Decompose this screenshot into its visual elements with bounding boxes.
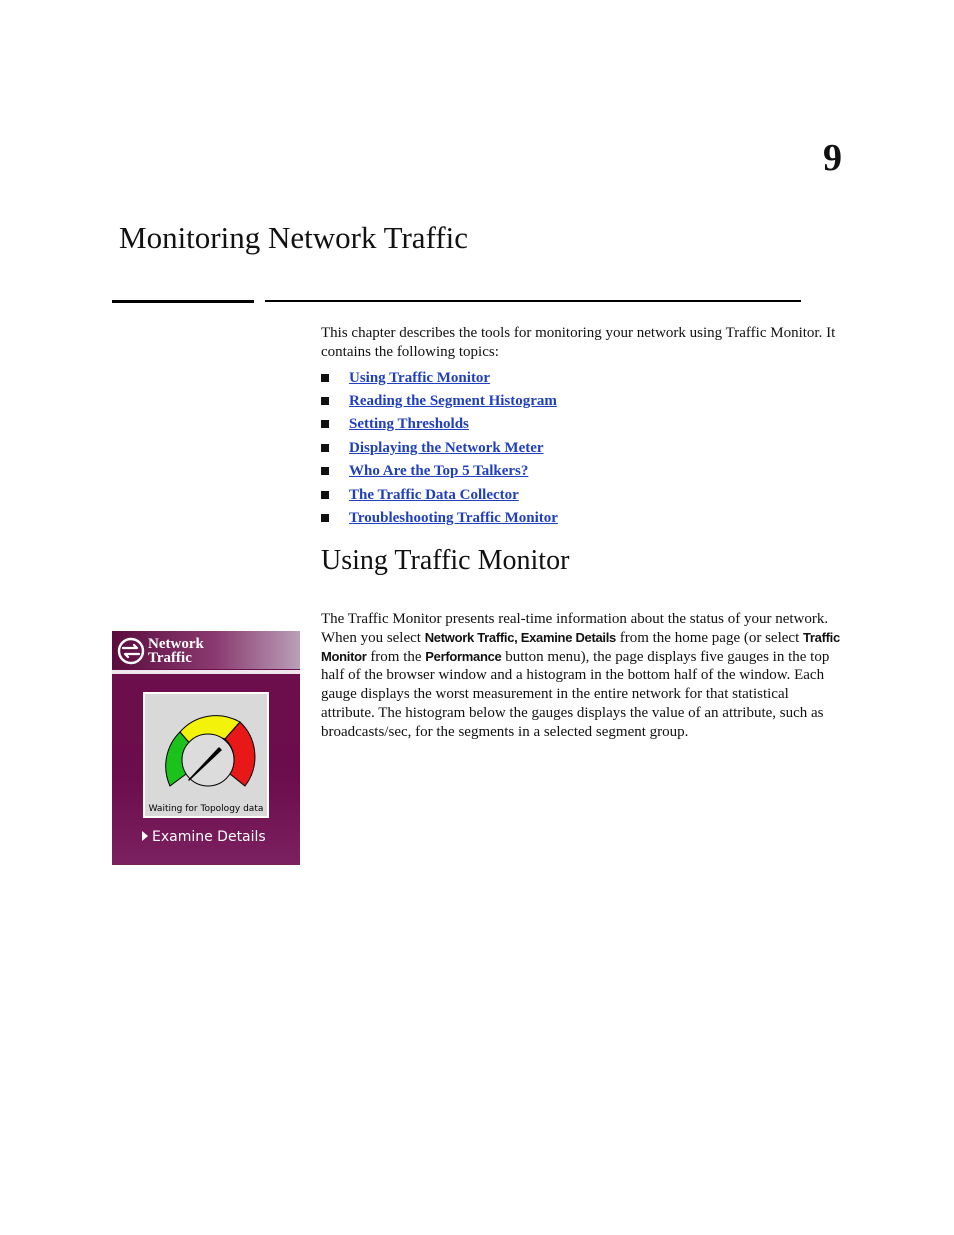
bullet-icon (321, 467, 329, 475)
topic-item (321, 366, 558, 389)
paragraph-text: button menu), the page displays five gauges in the top half of the browser window and a histogram in the bottom half of the window. Each gauge displays the worst measurement in the entire network for that statistical attribute. The histogram below the gauges displays the value of an attribute, such as broadcasts/sec, for the segments in a selected segment group. (321, 648, 830, 740)
topic-link-setting-thresholds[interactable]: Setting Thresholds (349, 416, 469, 433)
network-traffic-widget (112, 631, 300, 865)
topic-item (321, 483, 558, 506)
title-rule-right (265, 300, 801, 302)
network-traffic-logo-icon (117, 637, 145, 665)
widget-title-line2: Traffic (148, 650, 192, 666)
topic-link-top-5-talkers[interactable]: Who Are the Top 5 Talkers? (349, 463, 529, 480)
topic-item (321, 460, 558, 483)
gauge-dial (145, 694, 267, 816)
bullet-icon (321, 444, 329, 452)
paragraph-text: from the home page (or select (615, 629, 803, 646)
paragraph-text: The Traffic Monitor presents real-time information about the status of your network. When you select (321, 611, 829, 646)
bullet-icon (321, 420, 329, 428)
bullet-icon (321, 514, 329, 522)
bullet-icon (321, 491, 329, 499)
examine-details-link[interactable] (142, 829, 266, 845)
widget-title (148, 637, 204, 665)
topic-item (321, 436, 558, 459)
widget-title-line1: Network (148, 636, 204, 652)
examine-details-label: Examine Details (152, 829, 266, 845)
topic-item (321, 389, 558, 412)
topic-item (321, 413, 558, 436)
topic-link-segment-histogram[interactable]: Reading the Segment Histogram (349, 393, 557, 410)
topic-list (321, 366, 558, 530)
topic-link-using-traffic-monitor[interactable]: Using Traffic Monitor (349, 369, 491, 386)
section-paragraph (321, 610, 841, 742)
gauge-caption: Waiting for Topology data (148, 804, 264, 814)
widget-separator (112, 670, 300, 674)
ui-term-performance: Performance (425, 648, 502, 664)
topic-link-network-meter[interactable]: Displaying the Network Meter (349, 439, 544, 456)
title-rule-left (112, 300, 254, 303)
bullet-icon (321, 374, 329, 382)
gauge-panel[interactable] (143, 692, 269, 818)
arrow-right-icon (142, 831, 148, 841)
ui-term-network-traffic: Network Traffic, Examine Details (424, 629, 616, 645)
topic-link-traffic-data-collector[interactable]: The Traffic Data Collector (349, 486, 519, 503)
chapter-title: Monitoring Network Traffic (119, 220, 469, 255)
paragraph-text: from the (366, 648, 426, 665)
ui-term-traffic-monitor: Traffic Monitor (321, 629, 840, 664)
widget-header (112, 631, 300, 669)
section-title: Using Traffic Monitor (321, 545, 570, 576)
chapter-number: 9 (823, 137, 842, 179)
topic-link-troubleshooting[interactable]: Troubleshooting Traffic Monitor (349, 510, 558, 527)
bullet-icon (321, 397, 329, 405)
intro-paragraph: This chapter describes the tools for monitoring your network using Traffic Monitor. It contains the following topics: (321, 325, 836, 360)
topic-item (321, 506, 558, 529)
